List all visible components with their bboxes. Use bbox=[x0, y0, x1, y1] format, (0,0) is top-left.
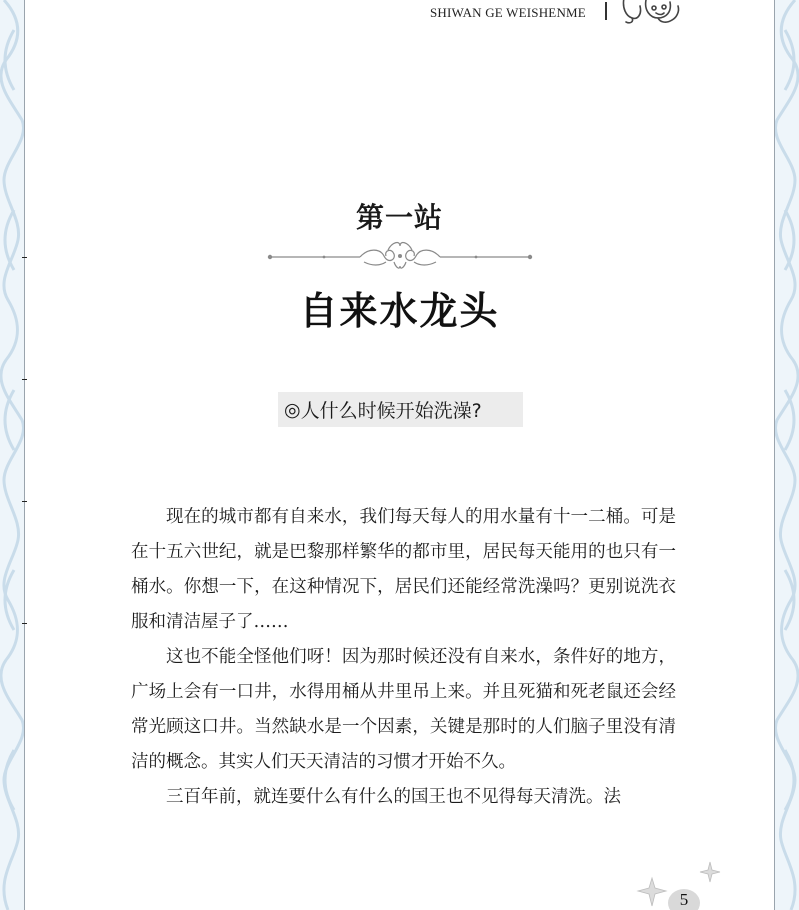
left-swirl-pattern-icon bbox=[0, 0, 24, 910]
right-decorative-border bbox=[774, 0, 799, 910]
paragraph: 这也不能全怪他们呀！因为那时候还没有自来水，条件好的地方，广场上会有一口井，水得用桶从井里吊上来。并且死猫和死老鼠还会经常光顾这口井。当然缺水是一个因素，关键是那时的人们脑子里没有清洁的概念。其实人们天天清洁的习惯才开始不久。 bbox=[131, 647, 676, 772]
crop-mark bbox=[22, 257, 27, 258]
section-question-box bbox=[278, 392, 523, 427]
question-marker-icon: ◎ bbox=[284, 398, 301, 421]
running-header-title: SHIWAN GE WEISHENME bbox=[430, 5, 586, 20]
crop-mark bbox=[22, 623, 27, 624]
chapter-label: 第一站 bbox=[355, 201, 443, 234]
header-divider-bar bbox=[605, 2, 607, 20]
body-text bbox=[131, 500, 676, 815]
crop-mark bbox=[22, 501, 27, 502]
cartoon-character-logo-icon bbox=[618, 0, 684, 26]
right-swirl-pattern-icon bbox=[775, 0, 799, 910]
crop-mark bbox=[22, 379, 27, 380]
paragraph: 三百年前，就连要什么有什么的国王也不见得每天清洗。法 bbox=[166, 787, 621, 807]
section-question-text: 人什么时候开始洗澡? bbox=[300, 400, 482, 422]
scroll-flourish-divider-icon bbox=[264, 236, 536, 276]
left-decorative-border bbox=[0, 0, 25, 910]
page-number: 5 bbox=[668, 889, 700, 910]
chapter-title: 自来水龙头 bbox=[299, 288, 500, 333]
paragraph: 现在的城市都有自来水，我们每天每人的用水量有十一二桶。可是在十五六世纪，就是巴黎那样繁华的都市里，居民每天能用的也只有一桶水。你想一下，在这种情况下，居民们还能经常洗澡吗？更别说洗衣服和清洁屋子了…… bbox=[131, 507, 676, 632]
